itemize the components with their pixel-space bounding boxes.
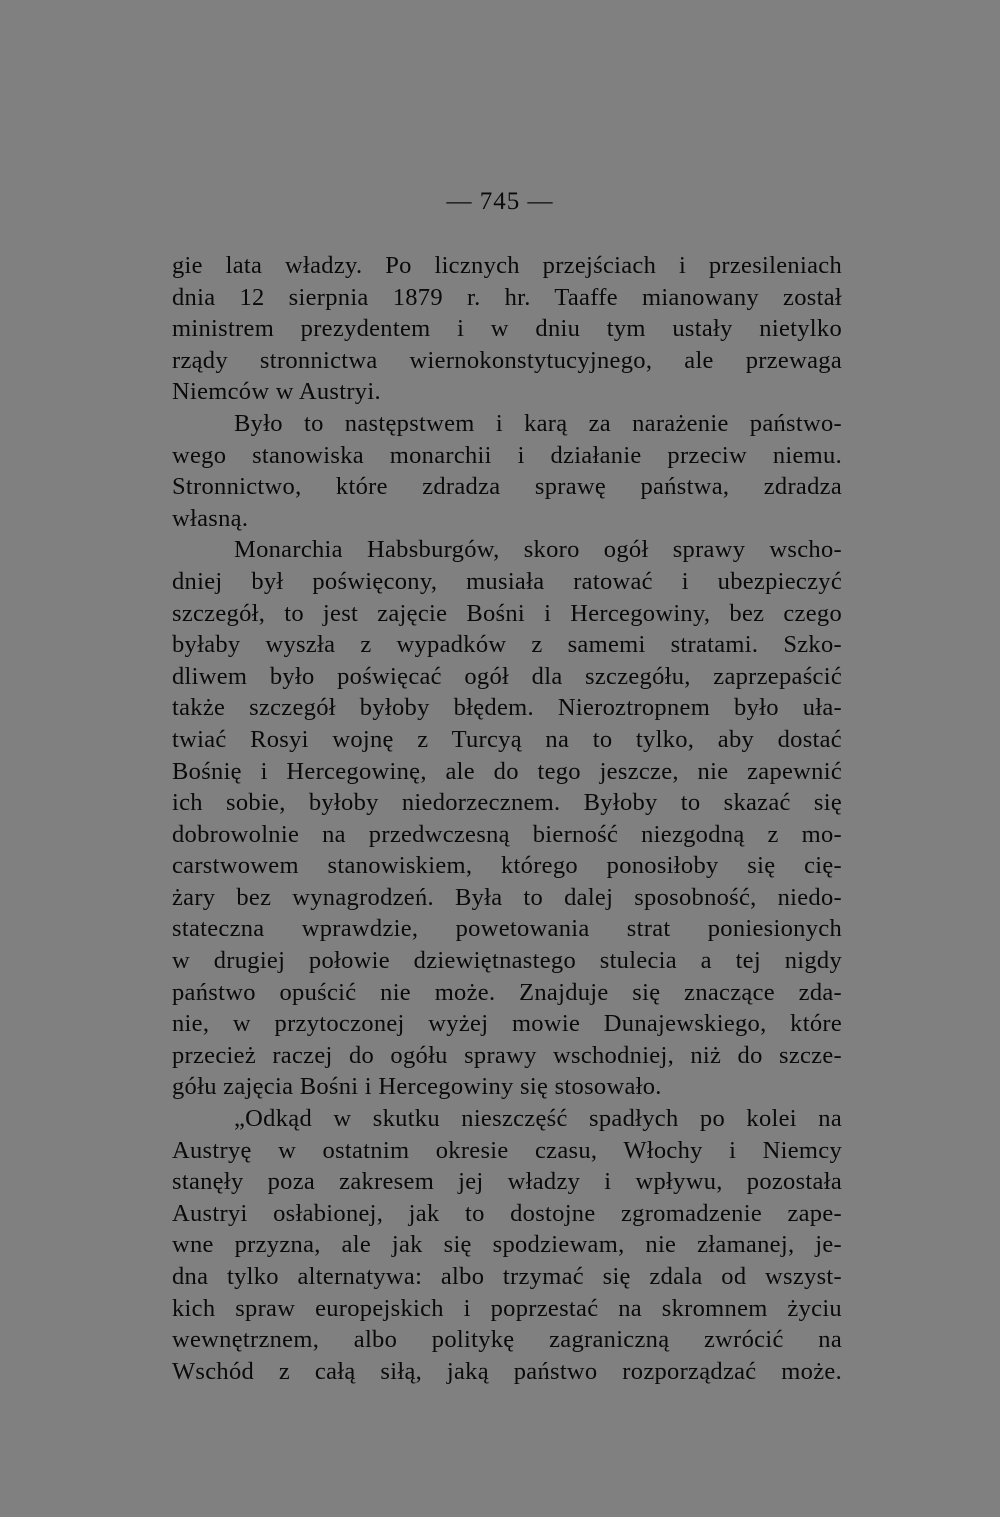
text-line: wego stanowiska monarchii i działanie przeciw niemu. <box>172 441 842 469</box>
text-line: rządy stronnictwa wiernokonstytucyjnego, ale przewaga <box>172 346 842 374</box>
body-text <box>172 250 842 1387</box>
text-line: gółu zajęcia Bośni i Hercegowiny się stosowało. <box>172 1073 662 1101</box>
text-line: dobrowolnie na przedwczesną bierność niezgodną z mo- <box>172 820 842 848</box>
text-line: w drugiej połowie dziewiętnastego stulecia a tej nigdy <box>172 947 842 975</box>
text-line: stateczna wprawdzie, powetowania strat poniesionych <box>172 915 842 943</box>
text-line: ich sobie, byłoby niedorzecznem. Byłoby to skazać się <box>172 789 842 817</box>
text-line: byłaby wyszła z wypadków z samemi stratami. Szko- <box>172 631 842 659</box>
text-line: państwo opuścić nie może. Znajduje się znaczące zda- <box>172 978 842 1006</box>
text-line: gie lata władzy. Po licznych przejściach i przesileniach <box>172 252 842 279</box>
text-line: żary bez wynagrodzeń. Była to dalej sposobność, niedo- <box>172 883 842 911</box>
text-line: ministrem prezydentem i w dniu tym ustały nietylko <box>172 315 842 343</box>
text-line: nie, w przytoczonej wyżej mowie Dunajewskiego, które <box>172 1010 842 1038</box>
text-line: „Odkąd w skutku nieszczęść spadłych po kolei na <box>234 1105 842 1133</box>
text-line: dnia 12 sierpnia 1879 r. hr. Taaffe mianowany został <box>172 283 842 311</box>
text-line: dna tylko alternatywa: albo trzymać się zdala od wszyst- <box>172 1263 842 1290</box>
text-line: dliwem było poświęcać ogół dla szczegółu, zaprzepaścić <box>172 662 842 690</box>
text-line: Było to następstwem i karą za narażenie państwo- <box>234 409 842 437</box>
text-line: Niemców w Austryi. <box>172 378 381 406</box>
text-line: Austryi osłabionej, jak to dostojne zgromadzenie zape- <box>172 1199 842 1227</box>
text-line: Stronnictwo, które zdradza sprawę państwa, zdradza <box>172 473 842 501</box>
text-line: wewnętrznem, albo politykę zagraniczną zwrócić na <box>172 1326 842 1354</box>
text-line: szczegół, to jest zajęcie Bośni i Hercegowiny, bez czego <box>172 599 842 627</box>
text-line: Austryę w ostatnim okresie czasu, Włochy i Niemcy <box>172 1136 842 1164</box>
text-line: kich spraw europejskich i poprzestać na skromnem życiu <box>172 1294 842 1322</box>
text-line: wne przyzna, ale jak się spodziewam, nie złamanej, je- <box>172 1231 842 1259</box>
text-line: własną. <box>172 504 249 532</box>
text-line: Wschód z całą siłą, jaką państwo rozporządzać może. <box>172 1357 842 1385</box>
text-line: przecież raczej do ogółu sprawy wschodniej, niż do szcze- <box>172 1041 842 1069</box>
text-line: Monarchia Habsburgów, skoro ogół sprawy wscho- <box>234 536 842 564</box>
text-line: także szczegół byłoby błędem. Nieroztropnem było uła- <box>172 694 842 722</box>
text-line: carstwowem stanowiskiem, którego ponosiłoby się cię- <box>172 852 842 880</box>
text-line: twiać Rosyi wojnę z Turcyą na to tylko, aby dostać <box>172 725 842 753</box>
text-line: dniej był poświęcony, musiała ratować i ubezpieczyć <box>172 567 842 595</box>
page-number: — 745 — <box>446 188 554 215</box>
text-line: stanęły poza zakresem jej władzy i wpływu, pozostała <box>172 1168 842 1196</box>
text-line: Bośnię i Hercegowinę, ale do tego jeszcze, nie zapewnić <box>172 757 842 785</box>
